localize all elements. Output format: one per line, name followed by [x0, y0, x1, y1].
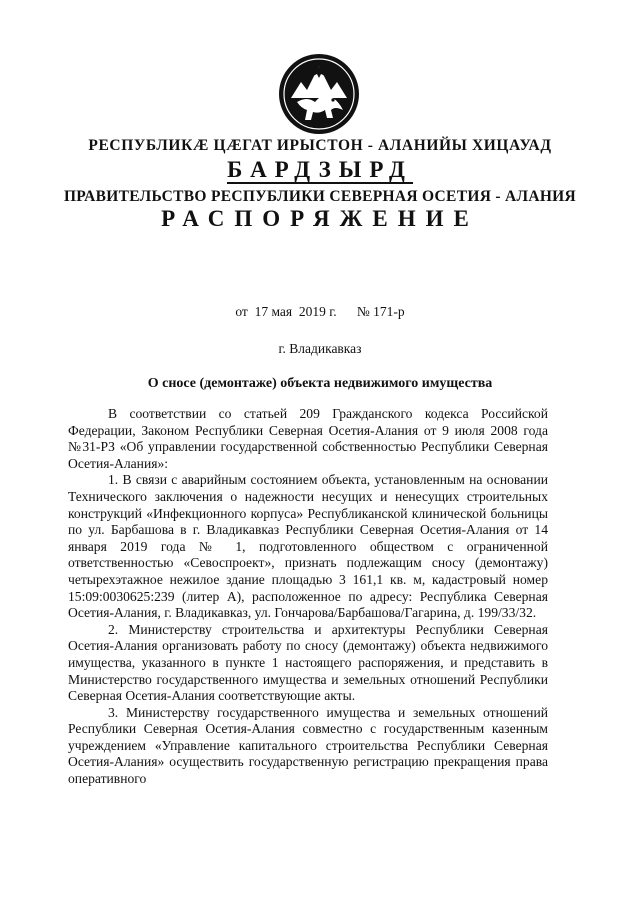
paragraph-preamble: В соответствии со статьей 209 Гражданского кодекса Российской Федерации, Законом Республики Северная Осетия-Алания от 9 июля 2008 года №31-РЗ «Об управлении государственной собственностью Республики Северная Осетия-Алания»: — [68, 406, 548, 471]
document-body — [68, 406, 548, 788]
bardzyrd-text: БАРДЗЫРД — [227, 157, 413, 182]
paragraph-item-2: 2. Министерству строительства и архитектуры Республики Северная Осетия-Алания организовать работу по сносу (демонтажу) объекта недвижимого имущества, указанного в пункте 1 настоящего распоряжения, и представить в Министерство государственного имущества и земельных отношений Республики Северная Осетия-Алания соответствующие акты. — [68, 621, 548, 704]
government-heading: ПРАВИТЕЛЬСТВО РЕСПУБЛИКИ СЕВЕРНАЯ ОСЕТИЯ - АЛАНИЯ — [63, 188, 577, 205]
coat-of-arms-emblem — [277, 52, 361, 136]
coat-of-arms-north-ossetia-icon — [277, 52, 361, 136]
document-title: О сносе (демонтаже) объекта недвижимого имущества — [147, 376, 493, 391]
rasporyazhenie-heading: РАСПОРЯЖЕНИЕ — [161, 206, 479, 231]
date-number-line: от 17 мая 2019 г. № 171-р — [235, 304, 405, 319]
bardzyrd-heading — [0, 157, 640, 183]
ossetian-republic-heading: РЕСПУБЛИКӔ ЦӔГАТ ИРЫСТОН - АЛАНИЙЫ ХИЦАУАД — [88, 137, 552, 154]
paragraph-item-3: 3. Министерству государственного имущества и земельных отношений Республики Северная Осетия-Алания совместно с государственным казенным учреждением «Управление капитального строительства Республики Северная Осетия-Алания» осуществить государственную регистрацию прекращения права оперативного — [68, 704, 548, 787]
paragraph-item-1: 1. В связи с аварийным состоянием объекта, установленным на основании Технического заключения о надежности несущих и ненесущих строительных конструкций «Инфекционного корпуса» Республиканской клинической больницы по ул. Барбашова в г. Владикавказ Республики Северная Осетия-Алания от 14 января 2019 года № 1, подготовленного обществом с ограниченной ответственностью «Севоспроект», признать подлежащим сносу (демонтажу) четырехэтажное нежилое здание площадью 3 161,1 кв. м, кадастровый номер 15:09:0030625:239 (литер А), расположенное по адресу: Республика Северная Осетия-Алания, г. Владикавказ, ул. Гончарова/Барбашова/Гагарина, д. 199/33/32. — [68, 472, 548, 621]
city-line: г. Владикавказ — [278, 341, 362, 356]
